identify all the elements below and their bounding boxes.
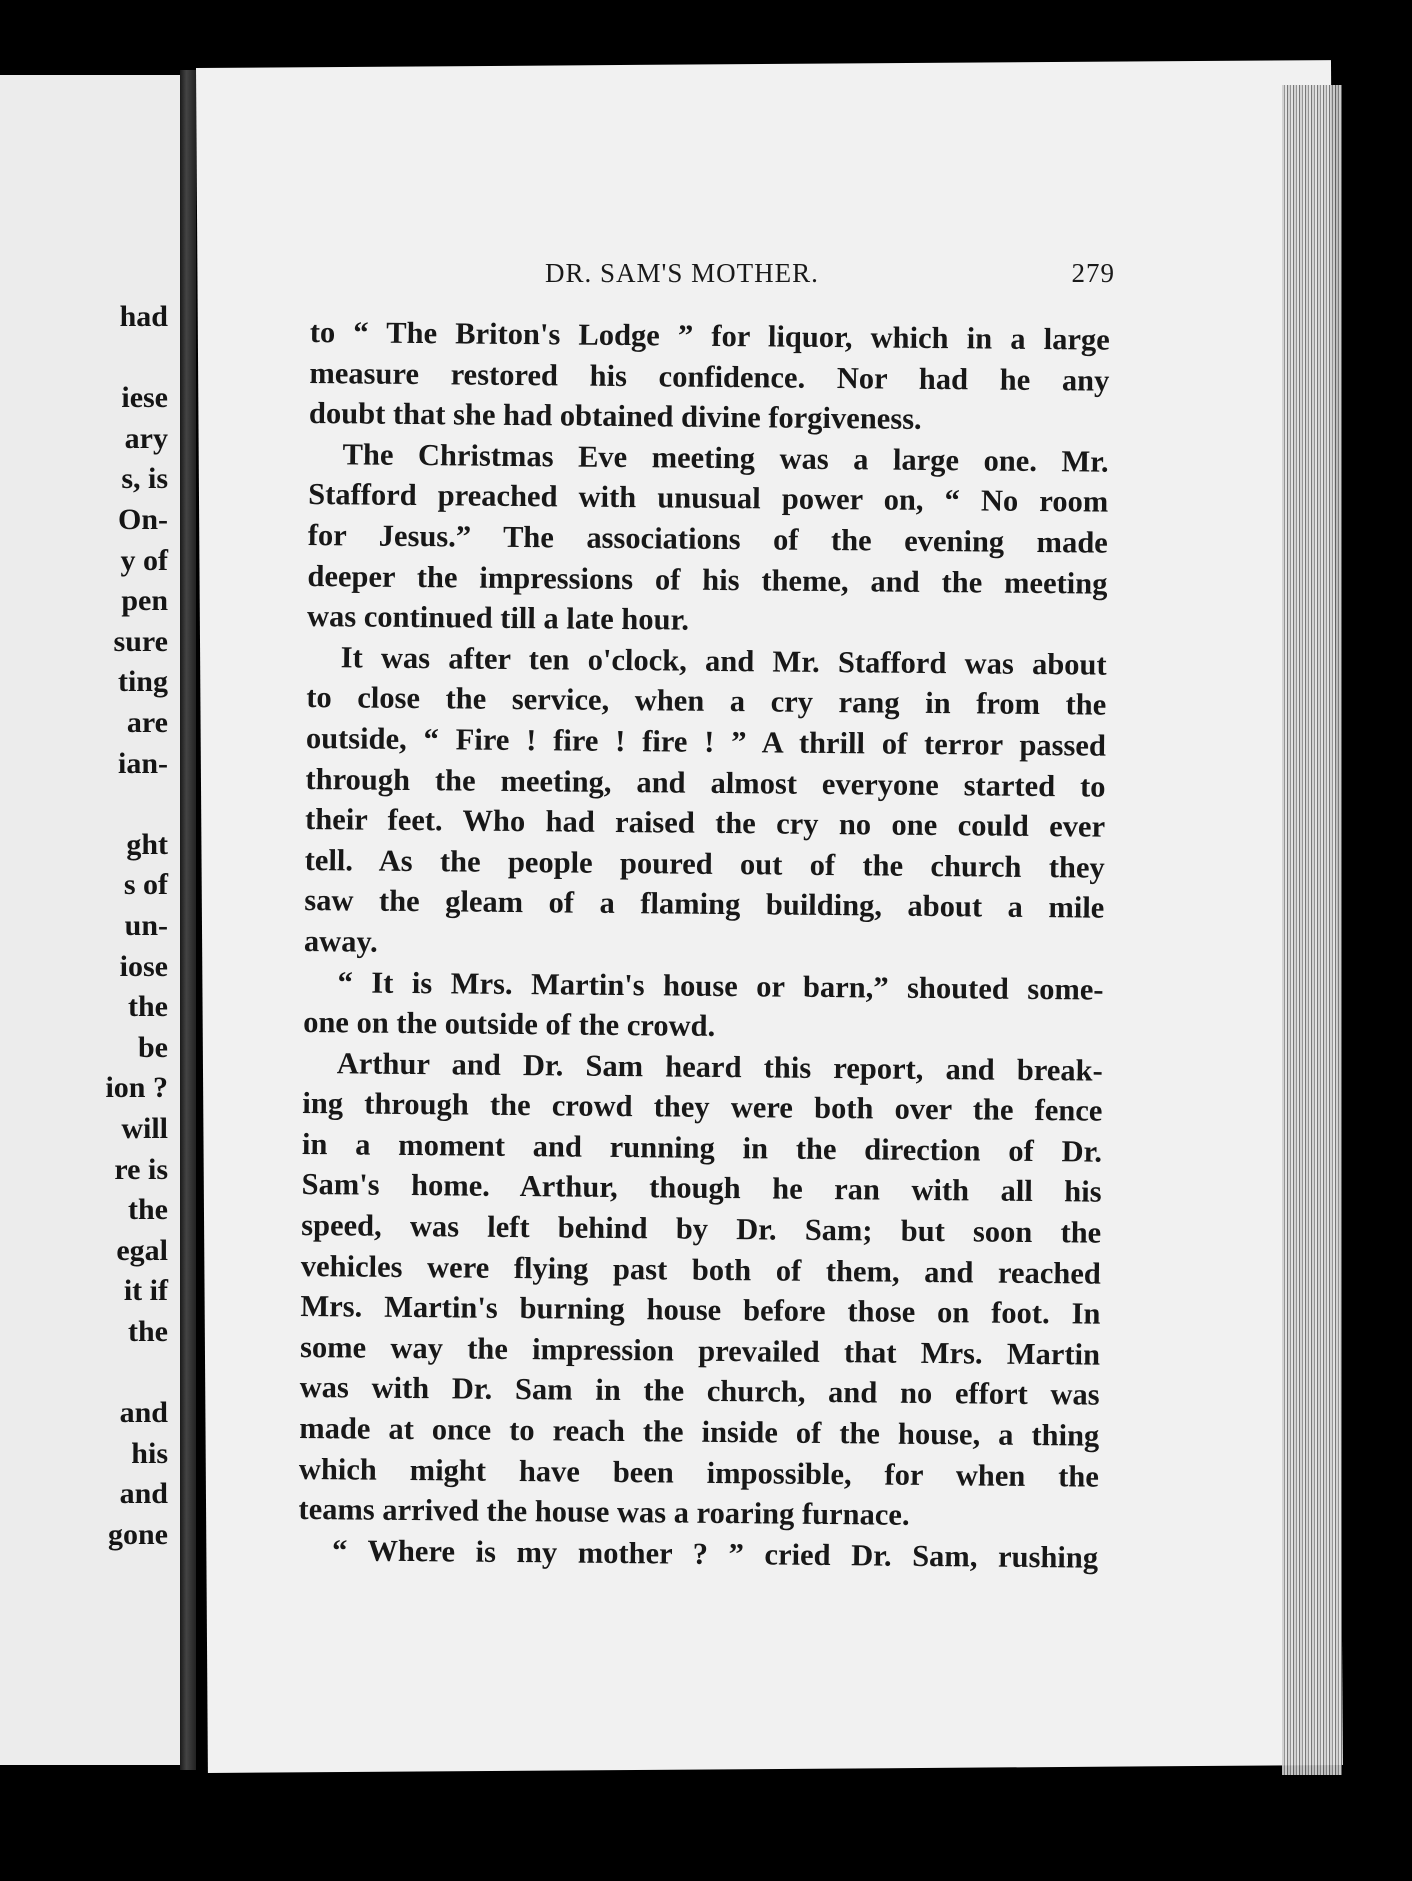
text-line: was continued till a late hour. [306, 599, 690, 637]
text-line: speed, was left behind by Dr. Sam; but soon the [301, 1208, 1102, 1250]
left-page-line: re is [114, 1152, 168, 1186]
text-line: made at once to reach the inside of the house, a thing [299, 1410, 1100, 1453]
text-line: Stafford preached with unusual power on, “ No room [308, 477, 1109, 520]
left-page-line: ian- [117, 746, 168, 780]
left-page-line: are [126, 706, 168, 739]
left-page-line: the [128, 1193, 168, 1227]
text-line: “ It is Mrs. Martin's house or barn,” shouted some- [337, 964, 1104, 1007]
text-line: teams arrived the house was a roaring furnace. [298, 1492, 910, 1533]
left-page-line: will [121, 1112, 168, 1145]
running-head [545, 258, 1115, 298]
left-page [0, 75, 180, 1765]
left-page-line: pen [121, 584, 168, 618]
text-line: It was after ten o'clock, and Mr. Stafford was about [340, 640, 1107, 682]
left-page-line: and [119, 1477, 168, 1511]
text-line: to “ The Briton's Lodge ” for liquor, which in a large [309, 314, 1110, 357]
left-page-line: gone [108, 1518, 168, 1551]
left-page-line: the [128, 1315, 168, 1348]
text-line: measure restored his confidence. Nor had he any [309, 355, 1110, 398]
text-line: The Christmas Eve meeting was a large one. Mr. [342, 437, 1109, 479]
left-page-line: un- [124, 909, 168, 942]
left-page-line: it if [123, 1274, 168, 1308]
text-line: their feet. Who had raised the cry no one could ever [304, 802, 1106, 844]
text-line: saw the gleam of a flaming building, about a mile [304, 883, 1105, 925]
text-line: was with Dr. Sam in the church, and no effort was [299, 1370, 1100, 1413]
left-page-line: On- [117, 503, 168, 536]
text-line: one on the outside of the crowd. [303, 1005, 716, 1044]
paragraph [309, 312, 1110, 441]
text-line: for Jesus.” The associations of the evening made [307, 517, 1108, 560]
text-line: outside, “ Fire ! fire ! fire ! ” A thrill of terror passed [305, 720, 1107, 763]
text-line: “ Where is my mother ? ” cried Dr. Sam, rushing [331, 1533, 1099, 1575]
left-page-line: ary [124, 421, 168, 455]
left-page-line: ting [117, 665, 168, 699]
left-page-line: egal [116, 1233, 168, 1267]
left-page-line: iese [121, 381, 168, 415]
text-line: away. [303, 923, 378, 959]
text-line: doubt that she had obtained divine forgiveness. [308, 396, 922, 437]
left-page-line: s, is [121, 462, 168, 496]
left-page-line: had [119, 300, 168, 333]
left-page-line: be [138, 1030, 168, 1064]
page-edge [1282, 85, 1342, 1775]
left-page-line: and [119, 1396, 168, 1430]
text-line: vehicles were flying past both of them, and reached [300, 1248, 1101, 1291]
page-number: 279 [1071, 258, 1115, 288]
left-page-line: y of [120, 543, 168, 577]
book-gutter [180, 70, 196, 1770]
left-page-line: ght [126, 827, 168, 861]
paragraph [307, 434, 1109, 645]
text-line: some way the impression prevailed that Mrs. Martin [299, 1329, 1101, 1372]
left-page-line: sure [113, 624, 168, 658]
paragraph [298, 1530, 1098, 1578]
text-line: ing through the crowd they were both over the fence [302, 1086, 1103, 1128]
text-line: Arthur and Dr. Sam heard this report, and break- [336, 1045, 1103, 1088]
body-text [298, 312, 1110, 1578]
text-line: in a moment and running in the direction of Dr. [301, 1126, 1103, 1169]
text-line: Sam's home. Arthur, though he ran with all his [301, 1167, 1102, 1210]
paragraph [303, 961, 1104, 1050]
text-line: tell. As the people poured out of the church they [304, 842, 1105, 885]
text-line: to close the service, when a cry rang in from the [306, 680, 1107, 723]
running-title: DR. SAM'S MOTHER. [545, 258, 819, 288]
paragraph [298, 1043, 1103, 1538]
left-page-line: iose [119, 949, 168, 983]
text-line: deeper the impressions of his theme, and the meeting [307, 558, 1108, 601]
left-page-line: the [128, 990, 168, 1024]
text-line: Mrs. Martin's burning house before those on foot. In [300, 1289, 1101, 1331]
text-line: which might have been impossible, for when the [298, 1451, 1100, 1494]
paragraph [304, 637, 1107, 969]
text-line: through the meeting, and almost everyone started to [305, 761, 1106, 804]
left-page-line: his [131, 1436, 168, 1470]
left-page-line: s of [123, 868, 168, 902]
left-page-line: ion ? [105, 1071, 168, 1105]
